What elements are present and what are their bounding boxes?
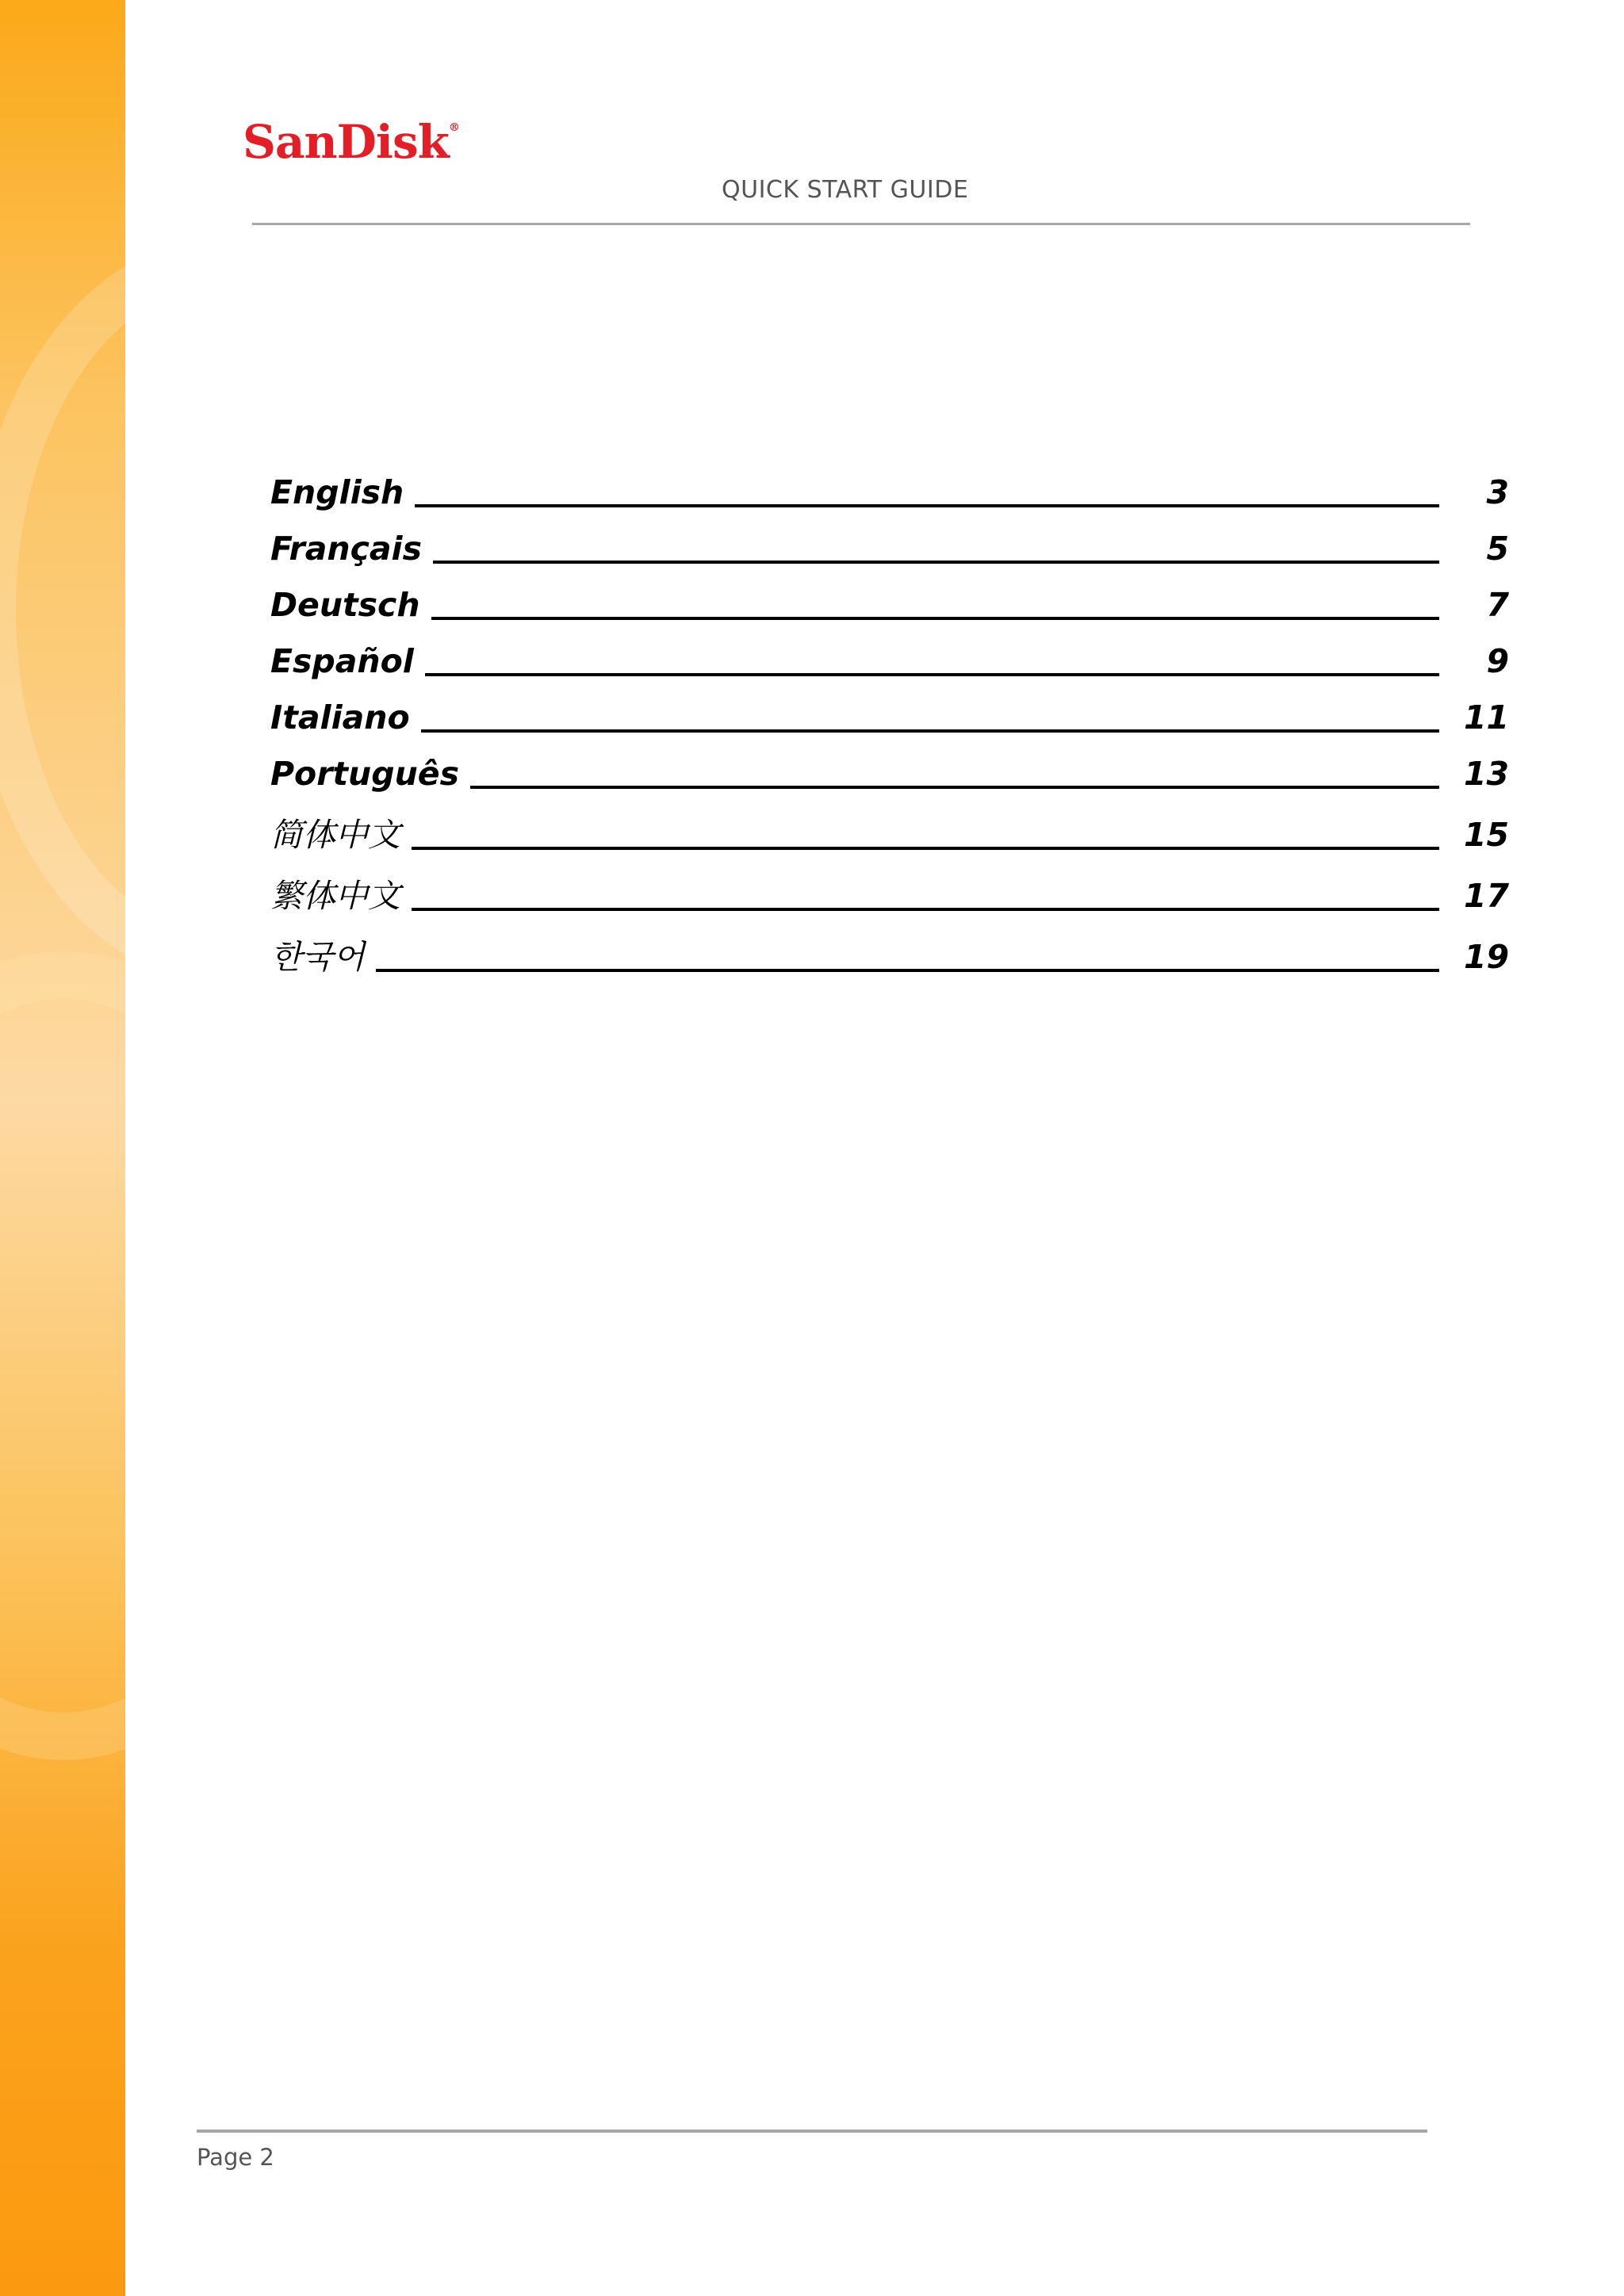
logo-text: SanDisk xyxy=(243,115,449,169)
header-title: QUICK START GUIDE xyxy=(722,176,969,204)
toc-page-number: 15 xyxy=(1463,816,1509,854)
toc-page-number: 11 xyxy=(1463,698,1509,737)
band-swirl xyxy=(0,238,125,983)
toc-label: Français xyxy=(270,530,423,568)
toc-leader-line xyxy=(415,504,1439,507)
toc-label: 繁体中文 xyxy=(270,877,400,915)
registered-mark: ® xyxy=(448,121,459,134)
toc-leader-line xyxy=(412,847,1439,850)
toc-leader-line xyxy=(412,908,1439,911)
toc-label: Italiano xyxy=(270,698,410,737)
toc-entry-portugues[interactable] xyxy=(270,737,1509,794)
band-swirl xyxy=(0,951,125,1760)
toc-page-number: 3 xyxy=(1486,473,1509,511)
sandisk-logo xyxy=(243,115,459,169)
toc-label: Español xyxy=(270,642,414,680)
toc-entry-traditional-chinese[interactable] xyxy=(270,855,1509,916)
toc-label: 简体中文 xyxy=(270,816,400,854)
toc-page-number: 9 xyxy=(1486,642,1509,680)
toc-leader-line xyxy=(421,729,1439,733)
toc-entry-simplified-chinese[interactable] xyxy=(270,794,1509,855)
toc-page-number: 7 xyxy=(1486,586,1509,624)
toc-leader-line xyxy=(470,786,1439,789)
toc-page-number: 5 xyxy=(1486,530,1509,568)
decorative-side-band xyxy=(0,0,125,2296)
toc-leader-line xyxy=(425,673,1439,676)
toc-entry-italiano[interactable] xyxy=(270,681,1509,737)
footer-divider xyxy=(197,2130,1427,2133)
toc-leader-line xyxy=(431,617,1439,620)
toc-leader-line xyxy=(376,969,1439,972)
toc-page-number: 19 xyxy=(1463,938,1509,976)
toc-entry-deutsch[interactable] xyxy=(270,568,1509,625)
toc-leader-line xyxy=(433,561,1439,564)
toc-label: Deutsch xyxy=(270,586,420,624)
toc-label: Português xyxy=(270,755,459,793)
toc-label: English xyxy=(270,473,404,511)
toc-entry-francais[interactable] xyxy=(270,512,1509,568)
table-of-contents xyxy=(270,456,1509,977)
toc-page-number: 13 xyxy=(1463,755,1509,793)
header-divider xyxy=(252,223,1470,225)
toc-entry-espanol[interactable] xyxy=(270,625,1509,681)
toc-label: 한국어 xyxy=(270,938,365,976)
footer-page-number: Page 2 xyxy=(197,2144,274,2171)
toc-entry-korean[interactable] xyxy=(270,916,1509,977)
toc-entry-english[interactable] xyxy=(270,456,1509,512)
toc-page-number: 17 xyxy=(1463,877,1509,915)
